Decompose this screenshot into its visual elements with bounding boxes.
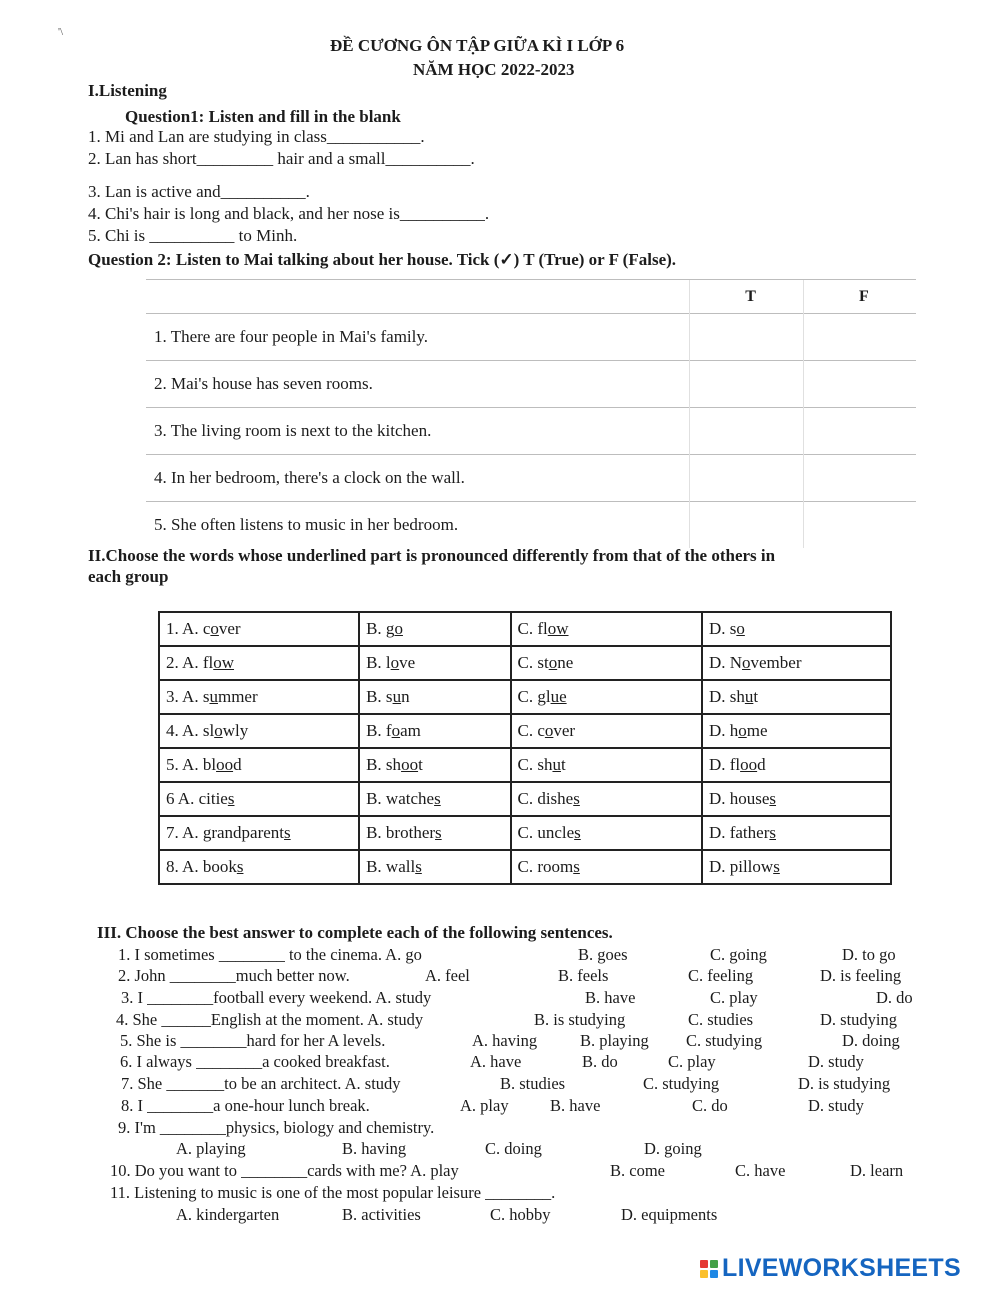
word-option-cell[interactable] — [359, 612, 510, 646]
table-row — [159, 850, 891, 884]
page-title: ĐỀ CƯƠNG ÔN TẬP GIỮA KÌ I LỚP 6 — [330, 36, 625, 55]
mc-option[interactable]: B. do — [582, 1052, 618, 1071]
mc-option[interactable]: D. doing — [842, 1031, 900, 1050]
word-option-cell[interactable] — [359, 816, 510, 850]
word-option-cell[interactable] — [511, 816, 702, 850]
mc-option[interactable]: D. to go — [842, 945, 896, 964]
word-option-cell[interactable] — [159, 782, 359, 816]
underlined-part: o — [214, 721, 223, 740]
mc-option[interactable]: C. studies — [688, 1010, 754, 1029]
word-option-cell[interactable] — [702, 612, 891, 646]
word-part: D. N — [708, 653, 743, 672]
underlined-part: ow — [213, 653, 235, 672]
word-part: D. fl — [708, 755, 741, 774]
corner-mark: '\ — [58, 26, 64, 38]
word-part: B. s — [366, 687, 393, 706]
word-option-cell[interactable] — [702, 646, 891, 680]
table-row — [146, 314, 916, 361]
q1-item: 2. Lan has short_________ hair and a small__________. — [88, 149, 475, 168]
underlined-part: s — [227, 789, 235, 808]
true-checkbox-cell[interactable] — [690, 408, 803, 455]
statement-cell: 5. She often listens to music in her bedroom. — [146, 502, 690, 549]
word-option-cell[interactable] — [702, 782, 891, 816]
word-option-cell[interactable] — [359, 748, 510, 782]
word-part: wly — [222, 721, 249, 740]
word-part: 2. A. fl — [166, 653, 214, 672]
word-option-cell[interactable] — [159, 646, 359, 680]
logo-square-icon — [700, 1260, 708, 1268]
word-part: C. gl — [517, 687, 551, 706]
false-checkbox-cell[interactable] — [803, 408, 916, 455]
mc-option[interactable]: A. kindergarten — [176, 1205, 280, 1224]
word-option-cell[interactable] — [159, 714, 359, 748]
statement-header — [146, 280, 690, 314]
word-part: t — [418, 755, 423, 774]
word-option-cell[interactable] — [159, 748, 359, 782]
mc-option[interactable]: C. play — [668, 1052, 716, 1071]
table-row — [159, 680, 891, 714]
mc-option[interactable]: B. have — [550, 1096, 601, 1115]
underlined-part: o — [391, 721, 401, 740]
word-part: D. h — [708, 721, 739, 740]
underlined-part: s — [435, 823, 442, 842]
mc-question-2: 2. John ________much better now. — [118, 966, 350, 985]
underlined-part: o — [544, 721, 554, 740]
mc-option[interactable]: A. feel — [425, 966, 470, 985]
mc-option[interactable]: C. play — [710, 988, 758, 1007]
underlined-part: oo — [216, 755, 234, 774]
underlined-part: oo — [740, 755, 758, 774]
statement-cell: 1. There are four people in Mai's family. — [146, 314, 690, 361]
table-row — [159, 816, 891, 850]
word-part: 8. A. book — [166, 857, 237, 876]
false-header: F — [803, 280, 916, 314]
mc-question-6: 6. I always ________a cooked breakfast. — [120, 1052, 390, 1071]
mc-question-1: 1. I sometimes ________ to the cinema. A. go — [118, 945, 422, 964]
mc-option[interactable]: D. learn — [850, 1161, 904, 1180]
word-option-cell[interactable] — [359, 850, 510, 884]
word-part: B. g — [366, 619, 395, 638]
mc-option[interactable]: D. going — [644, 1139, 702, 1158]
liveworksheets-logo[interactable] — [700, 1254, 961, 1283]
word-part: C. dishe — [517, 789, 574, 808]
underlined-part: s — [769, 789, 777, 808]
underlined-part: ow — [547, 619, 569, 638]
word-part: D. father — [708, 823, 770, 842]
school-year: NĂM HỌC 2022-2023 — [413, 60, 575, 79]
word-option-cell[interactable] — [511, 748, 702, 782]
mc-option[interactable]: B. is studying — [534, 1010, 626, 1029]
mc-option[interactable]: C. do — [692, 1096, 728, 1115]
mc-question-4: 4. She ______English at the moment. A. study — [116, 1010, 424, 1029]
mc-question-9: 9. I'm ________physics, biology and chemistry. — [118, 1118, 435, 1137]
word-part: mmer — [217, 687, 258, 706]
mc-question-8: 8. I ________a one-hour lunch break. — [121, 1096, 370, 1115]
true-false-table — [146, 279, 916, 548]
word-option-cell[interactable] — [702, 816, 891, 850]
mc-option[interactable]: D. is feeling — [820, 966, 902, 985]
underlined-part: s — [236, 857, 244, 876]
word-part: D. pillow — [708, 857, 774, 876]
underlined-part: s — [284, 823, 291, 842]
word-part: B. l — [366, 653, 391, 672]
underlined-part: o — [390, 653, 400, 672]
mc-option[interactable]: D. study — [808, 1096, 864, 1115]
false-checkbox-cell[interactable] — [803, 455, 916, 502]
section2-heading: II.Choose the words whose underlined part is pronounced differently from that of the others in — [88, 546, 776, 565]
underlined-part: u — [744, 687, 754, 706]
word-part: 6 A. citie — [166, 789, 228, 808]
word-option-cell[interactable] — [159, 680, 359, 714]
mc-option[interactable]: C. studying — [686, 1031, 763, 1050]
underlined-part: u — [552, 755, 561, 774]
mc-option[interactable]: C. studying — [643, 1074, 720, 1093]
word-part: D. house — [708, 789, 770, 808]
word-part: D. s — [708, 619, 737, 638]
mc-question-3: 3. I ________football every weekend. A. study — [121, 988, 432, 1007]
logo-text: LIVEWORKSHEETS — [722, 1254, 961, 1282]
word-part: C. room — [517, 857, 574, 876]
mc-question-11: 11. Listening to music is one of the most popular leisure ________. — [110, 1183, 556, 1202]
mc-option[interactable]: A. play — [460, 1096, 509, 1115]
mc-option[interactable]: A. have — [470, 1052, 522, 1071]
q1-item: 1. Mi and Lan are studying in class___________. — [88, 127, 425, 146]
mc-option[interactable]: B. come — [610, 1161, 665, 1180]
word-part: 7. A. grandparent — [166, 823, 285, 842]
word-part: B. brother — [366, 823, 436, 842]
q1-item: 3. Lan is active and__________. — [88, 182, 310, 201]
q1-item: 4. Chi's hair is long and black, and her nose is__________. — [88, 204, 490, 223]
word-part: t — [560, 755, 566, 774]
word-option-cell[interactable] — [511, 680, 702, 714]
logo-square-icon — [710, 1260, 718, 1268]
underlined-part: u — [392, 687, 402, 706]
word-option-cell[interactable] — [511, 714, 702, 748]
underlined-part: s — [769, 823, 776, 842]
underlined-part: s — [573, 789, 580, 808]
word-part: ve — [399, 653, 416, 672]
word-option-cell[interactable] — [359, 782, 510, 816]
word-part: C. c — [517, 721, 545, 740]
underlined-part: ue — [550, 687, 567, 706]
word-part: ver — [553, 721, 576, 740]
mc-option[interactable]: D. study — [808, 1052, 864, 1071]
true-checkbox-cell[interactable] — [690, 361, 803, 408]
word-option-cell[interactable] — [159, 850, 359, 884]
mc-option[interactable]: C. going — [710, 945, 767, 964]
true-header: T — [690, 280, 803, 314]
table-row — [159, 714, 891, 748]
logo-square-icon — [710, 1270, 718, 1278]
mc-option[interactable]: B. have — [585, 988, 636, 1007]
underlined-part: s — [415, 857, 422, 876]
word-part: B. watche — [366, 789, 435, 808]
underlined-part: o — [394, 619, 403, 638]
word-option-cell[interactable] — [702, 748, 891, 782]
word-option-cell[interactable] — [359, 714, 510, 748]
mc-option[interactable]: C. hobby — [490, 1205, 551, 1224]
mc-option[interactable]: B. feels — [558, 966, 609, 985]
mc-question-7: 7. She _______to be an architect. A. study — [121, 1074, 401, 1093]
logo-square-icon — [700, 1270, 708, 1278]
underlined-part: s — [573, 857, 580, 876]
word-option-cell[interactable] — [359, 680, 510, 714]
word-option-cell[interactable] — [702, 714, 891, 748]
mc-option[interactable]: A. having — [472, 1031, 538, 1050]
liveworksheets-icon — [700, 1260, 718, 1278]
word-part: 1. A. c — [166, 619, 211, 638]
table-row — [146, 502, 916, 549]
underlined-part: o — [742, 653, 751, 672]
mc-option[interactable]: C. feeling — [688, 966, 754, 985]
word-option-cell[interactable] — [359, 646, 510, 680]
mc-question-10: 10. Do you want to ________cards with me? A. play — [110, 1161, 459, 1180]
section3-heading: III. Choose the best answer to complete each of the following sentences. — [97, 923, 613, 942]
mc-option[interactable]: D. studying — [820, 1010, 898, 1029]
underlined-part: o — [210, 619, 219, 638]
word-option-cell[interactable] — [159, 816, 359, 850]
table-row — [159, 612, 891, 646]
word-part: 5. A. bl — [166, 755, 217, 774]
true-checkbox-cell[interactable] — [690, 502, 803, 549]
mc-option[interactable]: D. do — [876, 988, 913, 1007]
mc-option[interactable]: C. have — [735, 1161, 786, 1180]
false-checkbox-cell[interactable] — [803, 314, 916, 361]
word-part: ver — [218, 619, 241, 638]
underlined-part: oo — [401, 755, 419, 774]
word-part: C. st — [517, 653, 549, 672]
table-row — [146, 361, 916, 408]
word-part: 3. A. s — [166, 687, 210, 706]
table-row — [159, 782, 891, 816]
true-checkbox-cell[interactable] — [690, 314, 803, 361]
mc-option[interactable]: B. studies — [500, 1074, 566, 1093]
mc-option[interactable]: A. playing — [176, 1139, 246, 1158]
word-part: me — [746, 721, 768, 740]
table-row — [146, 455, 916, 502]
question1-heading: Question1: Listen and fill in the blank — [125, 107, 401, 126]
word-part: 4. A. sl — [166, 721, 215, 740]
word-option-cell[interactable] — [159, 612, 359, 646]
false-checkbox-cell[interactable] — [803, 361, 916, 408]
false-checkbox-cell[interactable] — [803, 502, 916, 549]
word-part: B. sh — [366, 755, 402, 774]
word-part: C. fl — [517, 619, 548, 638]
section2-heading-cont: each group — [88, 567, 169, 586]
mc-option[interactable]: B. playing — [580, 1031, 649, 1050]
word-part: t — [753, 687, 759, 706]
word-option-cell[interactable] — [511, 850, 702, 884]
word-part: n — [401, 687, 410, 706]
word-part: D. sh — [708, 687, 745, 706]
word-part: B. f — [366, 721, 392, 740]
word-part: ne — [557, 653, 574, 672]
word-part: d — [757, 755, 766, 774]
statement-cell: 2. Mai's house has seven rooms. — [146, 361, 690, 408]
true-checkbox-cell[interactable] — [690, 455, 803, 502]
underlined-part: o — [548, 653, 558, 672]
table-row — [159, 748, 891, 782]
underlined-part: s — [773, 857, 780, 876]
table-header-row — [146, 280, 916, 314]
question2-heading: Question 2: Listen to Mai talking about her house. Tick (✓) T (True) or F (False). — [88, 250, 677, 269]
pronunciation-table — [158, 611, 892, 885]
underlined-part: s — [434, 789, 441, 808]
mc-option[interactable]: D. equipments — [621, 1205, 718, 1224]
word-part: C. sh — [517, 755, 553, 774]
mc-option[interactable]: D. is studying — [798, 1074, 891, 1093]
word-part: B. wall — [366, 857, 416, 876]
word-option-cell[interactable] — [702, 680, 891, 714]
word-part: vember — [750, 653, 802, 672]
word-part: C. uncle — [517, 823, 575, 842]
underlined-part: u — [209, 687, 218, 706]
underlined-part: o — [736, 619, 745, 638]
table-row — [159, 646, 891, 680]
table-row — [146, 408, 916, 455]
statement-cell: 4. In her bedroom, there's a clock on the wall. — [146, 455, 690, 502]
section-listening-heading: I.Listening — [88, 81, 167, 100]
word-option-cell[interactable] — [702, 850, 891, 884]
q1-item: 5. Chi is __________ to Minh. — [88, 226, 298, 245]
mc-option[interactable]: B. having — [342, 1139, 407, 1158]
mc-option[interactable]: B. goes — [578, 945, 628, 964]
mc-question-5: 5. She is ________hard for her A levels. — [120, 1031, 386, 1050]
underlined-part: o — [738, 721, 747, 740]
word-part: am — [400, 721, 421, 740]
word-option-cell[interactable] — [511, 782, 702, 816]
word-option-cell[interactable] — [511, 612, 702, 646]
underlined-part: s — [574, 823, 581, 842]
mc-option[interactable]: C. doing — [485, 1139, 542, 1158]
word-part: d — [233, 755, 242, 774]
statement-cell: 3. The living room is next to the kitchen. — [146, 408, 690, 455]
word-option-cell[interactable] — [511, 646, 702, 680]
mc-option[interactable]: B. activities — [342, 1205, 421, 1224]
